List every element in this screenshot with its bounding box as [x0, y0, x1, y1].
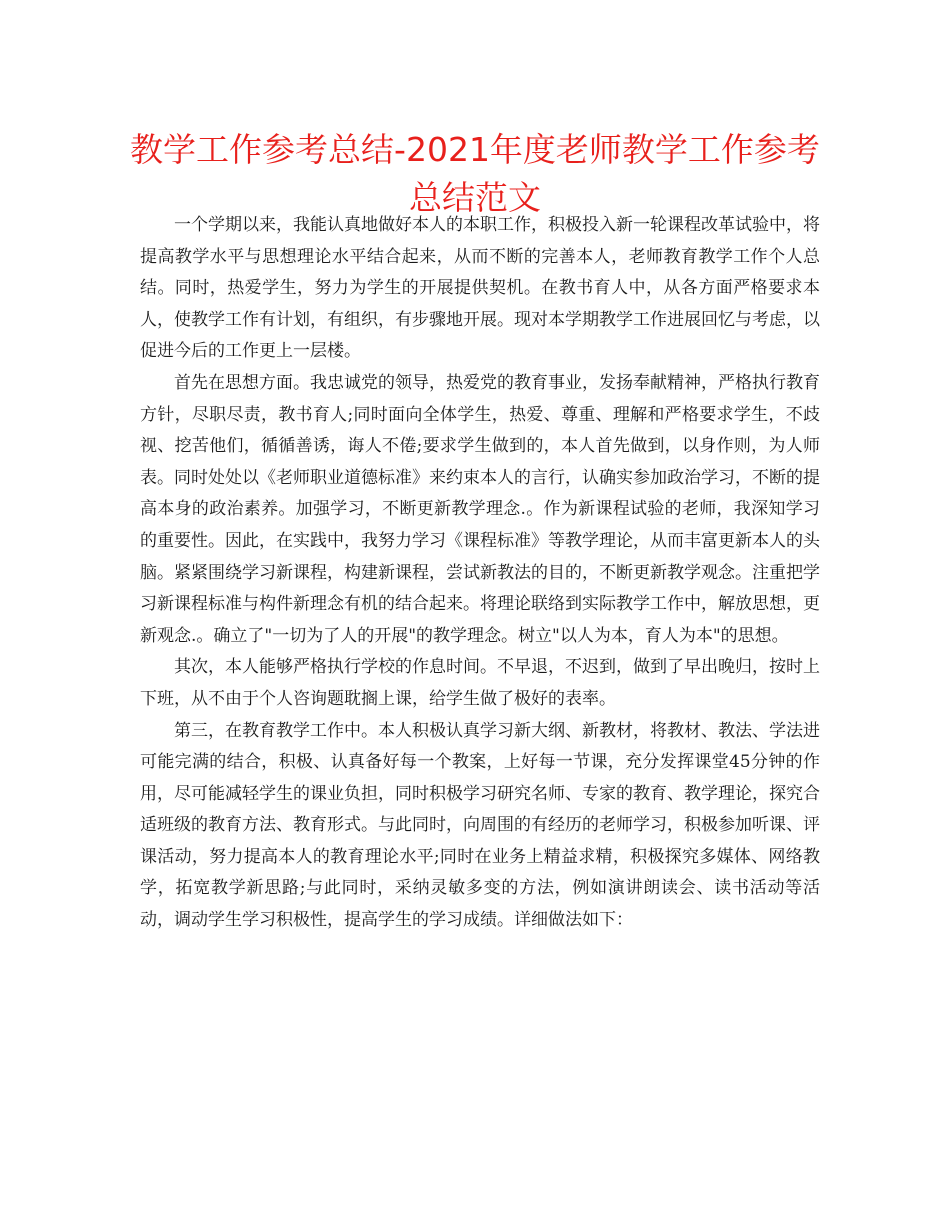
document-body — [140, 210, 820, 937]
document-title: 教学工作参考总结-2021年度老师教学工作参考总结范文 — [130, 130, 820, 217]
paragraph-ideology: 首先在思想方面。我忠诚党的领导，热爱党的教育事业，发扬奉献精神，严格执行教育方针，尽职尽责，教书育人;同时面向全体学生，热爱、尊重、理解和严格要求学生，不歧视、挖苦他们，循循善诱，诲人不倦;要求学生做到的，本人首先做到，以身作则，为人师表。同时处处以《老师职业道德标准》来约束本人的言行，认确实参加政治学习，不断的提高本身的政治素养。加强学习，不断更新教学理念.。作为新课程试验的老师，我深知学习的重要性。因此，在实践中，我努力学习《课程标准》等教学理论，从而丰富更新本人的头脑。紧紧围绕学习新课程，构建新课程，尝试新教法的目的，不断更新教学观念。注重把学习新课程标准与构件新理念有机的结合起来。将理论联络到实际教学工作中，解放思想，更新观念.。确立了"一切为了人的开展"的教学理念。树立"以人为本，育人为本"的思想。 — [140, 372, 820, 646]
paragraph-teaching: 第三，在教育教学工作中。本人积极认真学习新大纲、新教材，将教材、教法、学法进可能完满的结合，积极、认真备好每一个教案，上好每一节课，充分发挥课堂45分钟的作用，尽可能减轻学生的课业负担，同时积极学习研究名师、专家的教育、教学理论，探究合适班级的教育方法、教育形式。与此同时，向周围的有经历的老师学习，积极参加听课、评课活动，努力提高本人的教育理论水平;同时在业务上精益求精，积极探究多媒体、网络教学，拓宽教学新思路;与此同时，采纳灵敏多变的方法，例如演讲朗读会、读书活动等活动，调动学生学习积极性，提高学生的学习成绩。详细做法如下： — [140, 720, 820, 931]
paragraph-intro: 一个学期以来，我能认真地做好本人的本职工作，积极投入新一轮课程改革试验中，将提高教学水平与思想理论水平结合起来，从而不断的完善本人，老师教育教学工作个人总结。同时，热爱学生，努力为学生的开展提供契机。在教书育人中，从各方面严格要求本人，使教学工作有计划，有组织，有步骤地开展。现对本学期教学工作进展回忆与考虑，以促进今后的工作更上一层楼。 — [140, 215, 820, 362]
paragraph-schedule: 其次，本人能够严格执行学校的作息时间。不早退，不迟到，做到了早出晚归，按时上下班，从不由于个人咨询题耽搁上课，给学生做了极好的表率。 — [140, 657, 820, 709]
